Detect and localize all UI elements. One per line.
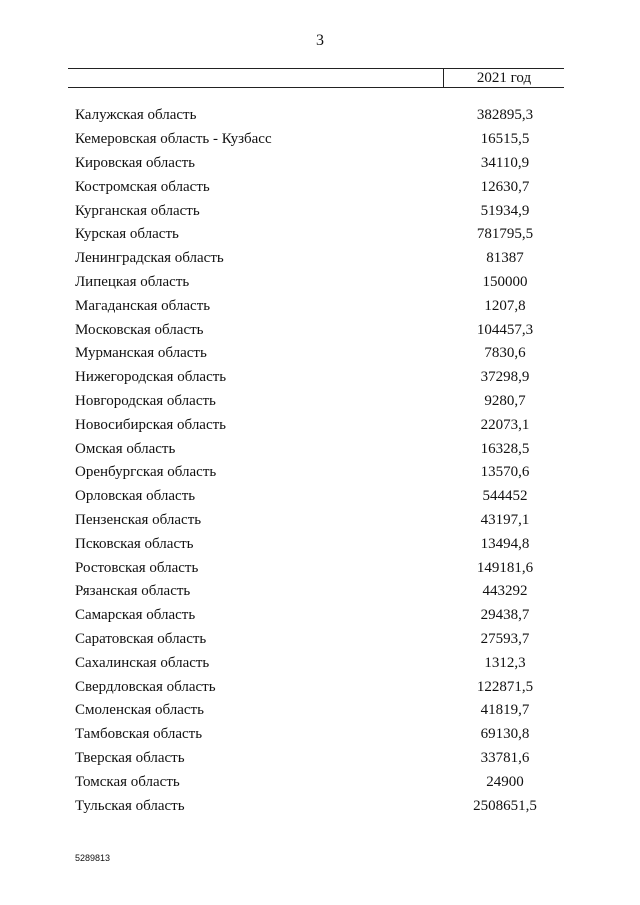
table-row bbox=[75, 628, 565, 652]
region-name: Калужская область bbox=[75, 107, 197, 124]
table-row bbox=[75, 223, 565, 247]
region-name: Смоленская область bbox=[75, 702, 204, 719]
region-value: 41819,7 bbox=[480, 702, 530, 719]
region-name: Оренбургская область bbox=[75, 464, 217, 481]
table-row bbox=[75, 199, 565, 223]
region-value: 382895,3 bbox=[476, 107, 534, 124]
region-name: Тамбовская область bbox=[75, 726, 203, 743]
table-row bbox=[75, 294, 565, 318]
region-value: 81387 bbox=[486, 250, 524, 267]
region-value: 43197,1 bbox=[480, 511, 530, 528]
region-value: 22073,1 bbox=[480, 416, 530, 433]
region-value: 122871,5 bbox=[476, 678, 534, 695]
table-row bbox=[75, 366, 565, 390]
region-value: 29438,7 bbox=[480, 607, 530, 624]
table-row bbox=[75, 699, 565, 723]
region-name: Мурманская область bbox=[75, 345, 207, 362]
table-row bbox=[75, 770, 565, 794]
table-row bbox=[75, 175, 565, 199]
region-value: 13494,8 bbox=[480, 535, 530, 552]
region-name: Курганская область bbox=[75, 202, 200, 219]
region-value: 104457,3 bbox=[476, 321, 534, 338]
region-name: Орловская область bbox=[75, 488, 196, 505]
region-value: 443292 bbox=[482, 583, 528, 600]
region-name: Нижегородская область bbox=[75, 369, 227, 386]
region-value: 13570,6 bbox=[480, 464, 530, 481]
region-value: 9280,7 bbox=[484, 392, 526, 409]
table-row bbox=[75, 461, 565, 485]
region-name: Кемеровская область - Кузбасс bbox=[75, 131, 272, 148]
table-row bbox=[75, 104, 565, 128]
table-row bbox=[75, 723, 565, 747]
table-row bbox=[75, 390, 565, 414]
region-name: Московская область bbox=[75, 321, 204, 338]
region-name: Новгородская область bbox=[75, 392, 216, 409]
region-value: 33781,6 bbox=[480, 749, 530, 766]
region-name: Новосибирская область bbox=[75, 416, 227, 433]
region-name: Магаданская область bbox=[75, 297, 211, 314]
table-row bbox=[75, 794, 565, 818]
column-header-year: 2021 год bbox=[476, 70, 532, 86]
region-name: Кировская область bbox=[75, 154, 196, 171]
table-row bbox=[75, 247, 565, 271]
region-value: 12630,7 bbox=[480, 178, 530, 195]
region-value: 1207,8 bbox=[484, 297, 526, 314]
table-row bbox=[75, 485, 565, 509]
table-row bbox=[75, 342, 565, 366]
region-name: Курская область bbox=[75, 226, 179, 243]
region-value: 544452 bbox=[482, 488, 528, 505]
page-number: 3 bbox=[316, 32, 324, 49]
region-value: 24900 bbox=[486, 773, 524, 790]
table-row bbox=[75, 509, 565, 533]
region-value: 51934,9 bbox=[480, 202, 530, 219]
table-row bbox=[75, 532, 565, 556]
region-name: Ростовская область bbox=[75, 559, 199, 576]
region-name: Тверская область bbox=[75, 749, 185, 766]
region-value: 1312,3 bbox=[484, 654, 526, 671]
region-name: Омская область bbox=[75, 440, 176, 457]
region-value: 150000 bbox=[482, 273, 528, 290]
region-value-table bbox=[75, 104, 565, 818]
region-value: 16328,5 bbox=[480, 440, 530, 457]
region-name: Сахалинская область bbox=[75, 654, 210, 671]
table-row bbox=[75, 128, 565, 152]
region-value: 149181,6 bbox=[476, 559, 534, 576]
table-row bbox=[75, 651, 565, 675]
table-row bbox=[75, 604, 565, 628]
table-row bbox=[75, 556, 565, 580]
region-name: Костромская область bbox=[75, 178, 210, 195]
region-name: Саратовская область bbox=[75, 630, 207, 647]
region-name: Пензенская область bbox=[75, 511, 202, 528]
table-row bbox=[75, 580, 565, 604]
region-name: Тульская область bbox=[75, 797, 185, 814]
region-value: 781795,5 bbox=[476, 226, 534, 243]
region-value: 7830,6 bbox=[484, 345, 526, 362]
region-value: 16515,5 bbox=[480, 131, 530, 148]
region-value: 69130,8 bbox=[480, 726, 530, 743]
table-header-bottom-rule bbox=[68, 87, 564, 88]
table-row bbox=[75, 437, 565, 461]
region-value: 34110,9 bbox=[480, 154, 530, 171]
region-name: Томская область bbox=[75, 773, 180, 790]
table-row bbox=[75, 675, 565, 699]
region-name: Липецкая область bbox=[75, 273, 190, 290]
region-value: 37298,9 bbox=[480, 369, 530, 386]
document-code: 5289813 bbox=[75, 853, 111, 863]
table-row bbox=[75, 413, 565, 437]
region-name: Псковская область bbox=[75, 535, 194, 552]
region-name: Рязанская область bbox=[75, 583, 191, 600]
table-row bbox=[75, 318, 565, 342]
region-value: 27593,7 bbox=[480, 630, 530, 647]
table-row bbox=[75, 271, 565, 295]
table-row bbox=[75, 747, 565, 771]
region-name: Самарская область bbox=[75, 607, 196, 624]
region-name: Ленинградская область bbox=[75, 250, 224, 267]
table-row bbox=[75, 152, 565, 176]
region-value: 2508651,5 bbox=[473, 797, 537, 814]
region-name: Свердловская область bbox=[75, 678, 216, 695]
